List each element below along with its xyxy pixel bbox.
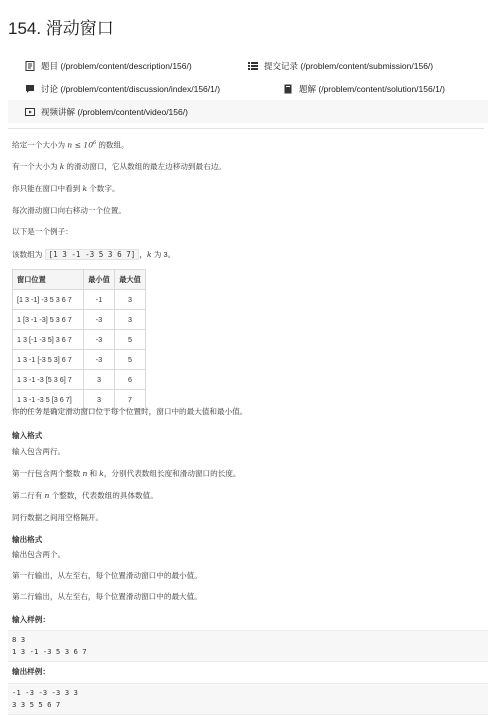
nav-row-2 (8, 77, 488, 100)
output-format-heading: 输出格式 (12, 535, 43, 544)
input-line-4: 同行数据之间用空格隔开。 (12, 513, 104, 522)
example-table (12, 269, 146, 410)
desc-line-3 (12, 184, 120, 194)
input-line-3 (12, 491, 158, 501)
table-row (13, 330, 146, 350)
nav-video-label: 视频讲解 (/problem/content/video/156/) (41, 106, 188, 117)
math-k: k (59, 162, 65, 171)
table-cell: 5 (115, 350, 146, 370)
inline-code: [1 3 -1 -3 5 3 6 7] (45, 249, 140, 260)
table-cell: 1 3 -1 [-3 5 3] 6 7 (13, 350, 84, 370)
math-k: k (146, 250, 152, 259)
book-icon (282, 83, 293, 94)
list-icon (247, 60, 258, 71)
table-row (13, 290, 146, 310)
nav-row-3 (8, 100, 488, 123)
table-cell: 7 (115, 390, 146, 410)
table-cell: -1 (84, 290, 115, 310)
desc-text: 为 3。 (153, 250, 176, 259)
table-cell: 1 3 -1 -3 5 [3 6 7] (13, 390, 84, 410)
sample-output-line: -1 -3 -3 -3 3 3 (12, 688, 78, 697)
table-cell: 3 (84, 390, 115, 410)
nav-row-1 (8, 54, 488, 77)
problem-nav (8, 54, 488, 123)
math-n: n (82, 469, 88, 478)
sample-input-line: 1 3 -1 -3 5 3 6 7 (12, 647, 87, 656)
sample-output-heading: 输出样例： (12, 667, 50, 676)
divider (8, 128, 484, 129)
nav-video-link[interactable] (8, 106, 188, 118)
table-cell: -3 (84, 330, 115, 350)
desc-text: 的数组。 (98, 140, 129, 150)
task-text: 你的任务是确定滑动窗口位于每个位置时，窗口中的最大值和最小值。 (12, 407, 248, 416)
comment-icon (24, 83, 35, 94)
table-cell: 6 (115, 370, 146, 390)
desc-text: 该数组为 (12, 250, 43, 259)
input-line-2 (12, 469, 241, 479)
output-line-2: 第一行输出，从左至右，每个位置滑动窗口中的最小值。 (12, 571, 202, 580)
sample-output-line: 3 3 5 5 6 7 (12, 700, 61, 709)
math-exponent: 6 (93, 140, 97, 146)
sample-input-line: 8 3 (12, 635, 26, 644)
sample-input-code (8, 630, 488, 662)
desc-line-5: 以下是一个例子： (12, 227, 73, 236)
input-format-heading: 输入格式 (12, 431, 43, 440)
desc-text: 的滑动窗口，它从数组的最左边移动到最右边。 (66, 162, 226, 171)
table-cell: 3 (115, 290, 146, 310)
table-cell: -3 (84, 310, 115, 330)
sample-input-heading: 输入样例： (12, 615, 50, 624)
nav-submission-link[interactable] (247, 60, 433, 72)
table-cell: [1 3 -1] -3 5 3 6 7 (13, 290, 84, 310)
table-cell: 5 (115, 330, 146, 350)
table-cell: 1 [3 -1 -3] 5 3 6 7 (13, 310, 84, 330)
math-expression: n ≤ 10 (67, 140, 94, 150)
output-line-3: 第二行输出，从左至右，每个位置滑动窗口中的最大值。 (12, 592, 202, 601)
table-row (13, 310, 146, 330)
video-icon (24, 106, 35, 117)
desc-line-2 (12, 162, 226, 172)
desc-text: 第二行有 (12, 491, 43, 500)
output-line-1: 输出包含两个。 (12, 550, 66, 559)
table-row (13, 350, 146, 370)
problem-title: 154. 滑动窗口 (8, 19, 114, 38)
desc-line-1 (12, 140, 129, 151)
nav-discussion-label: 讨论 (/problem/content/discussion/index/156/1/) (41, 83, 221, 94)
table-cell: 3 (84, 370, 115, 390)
math-n: n (44, 491, 50, 500)
table-header: 窗口位置 (13, 270, 84, 290)
document-icon (24, 60, 35, 71)
desc-text: 个整数，代表数组的具体数值。 (51, 491, 158, 500)
desc-text: 和 (89, 469, 98, 478)
nav-description-label: 题目 (/problem/content/description/156/) (41, 60, 192, 71)
nav-solution-label: 题解 (/problem/content/solution/156/1/) (299, 83, 445, 94)
nav-discussion-link[interactable] (8, 83, 282, 95)
table-header: 最小值 (84, 270, 115, 290)
table-header-row (13, 270, 146, 290)
table-row (13, 370, 146, 390)
table-header: 最大值 (115, 270, 146, 290)
nav-submission-label: 提交记录 (/problem/content/submission/156/) (264, 60, 434, 71)
desc-text: 个数字。 (89, 184, 120, 193)
table-cell: 3 (115, 310, 146, 330)
desc-line-6 (12, 250, 175, 260)
input-line-1: 输入包含两行。 (12, 447, 66, 456)
table-cell: 1 3 [-1 -3 5] 3 6 7 (13, 330, 84, 350)
desc-line-4: 每次滑动窗口向右移动一个位置。 (12, 206, 126, 215)
desc-text: ，分别代表数组长度和滑动窗口的长度。 (103, 469, 241, 478)
desc-text: 你只能在窗口中看到 (12, 184, 81, 193)
desc-text: 有一个大小为 (12, 162, 58, 171)
table-cell: 1 3 -1 -3 [5 3 6] 7 (13, 370, 84, 390)
table-cell: -3 (84, 350, 115, 370)
sample-output-code (8, 683, 488, 715)
nav-solution-link[interactable] (282, 83, 445, 95)
math-k: k (99, 469, 104, 478)
nav-description-link[interactable] (8, 60, 247, 72)
desc-text: 给定一个大小为 (12, 140, 66, 150)
desc-text: ， (139, 250, 147, 259)
desc-text: 第一行包含两个整数 (12, 469, 81, 478)
math-k: k (82, 184, 88, 193)
